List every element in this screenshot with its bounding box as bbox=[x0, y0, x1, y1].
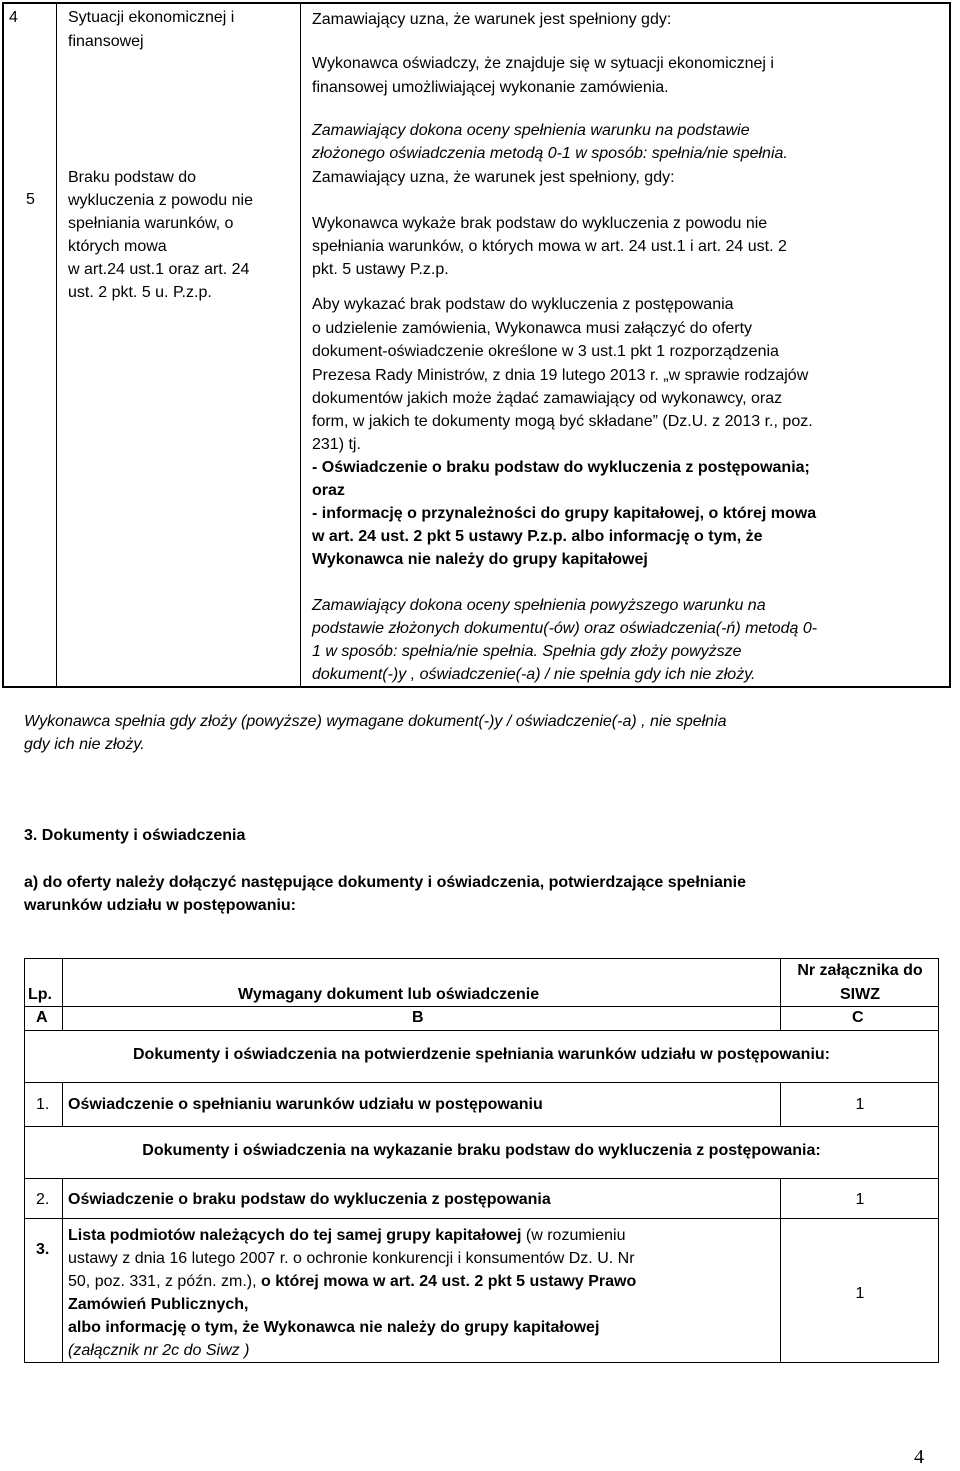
required-document: - informację o przynależności do grupy kapitałowej, o której mowa bbox=[312, 505, 817, 522]
proof-text: pkt. 5 ustawy P.z.p. bbox=[312, 261, 449, 278]
table-border-top bbox=[2, 2, 951, 4]
required-document: - Oświadczenie o braku podstaw do wykluczenia z postępowania; bbox=[312, 459, 810, 476]
col-divider bbox=[62, 1178, 63, 1362]
assessment-text: Zamawiający dokona oceny spełnienia warunku na podstawie bbox=[312, 122, 750, 139]
section-intro: a) do oferty należy dołączyć następujące dokumenty i oświadczenia, potwierdzające spełnianie bbox=[24, 874, 746, 891]
section-intro: warunków udziału w postępowaniu: bbox=[24, 897, 297, 914]
requirement-name: finansowej bbox=[68, 33, 144, 50]
row-attachment: 1 bbox=[855, 1285, 865, 1302]
table-border-bottom bbox=[24, 1362, 939, 1363]
header-attachment: SIWZ bbox=[840, 986, 880, 1003]
regulation-text: 231) tj. bbox=[312, 436, 361, 453]
section-row-title: Dokumenty i oświadczenia na wykazanie braku podstaw do wykluczenia z postępowania: bbox=[142, 1142, 821, 1159]
col-label-c: C bbox=[852, 1009, 864, 1026]
required-document: w art. 24 ust. 2 pkt 5 ustawy P.z.p. albo informację o tym, że bbox=[312, 528, 763, 545]
regulation-text: dokument-oświadczenie określone w 3 ust.1 pkt 1 rozporządzenia bbox=[312, 343, 779, 360]
table-border-right bbox=[949, 2, 951, 688]
header-document: Wymagany dokument lub oświadczenie bbox=[238, 986, 540, 1003]
row-number: 4 bbox=[9, 9, 18, 26]
col-label-a: A bbox=[36, 1009, 48, 1026]
assessment-text: dokument(-)y , oświadczenie(-a) / nie spełnia gdy ich nie złoży. bbox=[312, 666, 756, 683]
row-divider bbox=[24, 1030, 939, 1031]
table-border-bottom bbox=[2, 686, 951, 688]
row-lp: 1. bbox=[36, 1096, 50, 1113]
assessment-text: złożonego oświadczenia metodą 0-1 w sposób: spełnia/nie spełnia. bbox=[312, 145, 788, 162]
row-divider bbox=[24, 1218, 939, 1219]
table-border-left bbox=[2, 2, 4, 688]
row-document-normal: (w rozumieniu bbox=[521, 1227, 626, 1244]
condition-text: finansowej umożliwiającej wykonanie zamówienia. bbox=[312, 79, 669, 96]
row-document-line: ustawy z dnia 16 lutego 2007 r. o ochronie konkurencji i konsumentów Dz. U. Nr bbox=[68, 1250, 635, 1267]
col-divider-1 bbox=[56, 2, 57, 688]
requirement-name: w art.24 ust.1 oraz art. 24 bbox=[68, 261, 250, 278]
condition-text: Zamawiający uzna, że warunek jest spełniony gdy: bbox=[312, 11, 672, 28]
requirement-name: spełniania warunków, o bbox=[68, 215, 234, 232]
regulation-text: o udzielenie zamówienia, Wykonawca musi załączyć do oferty bbox=[312, 320, 753, 337]
requirement-name: których mowa bbox=[68, 238, 167, 255]
regulation-text: dokumentów jakich może żądać zamawiający od wykonawcy, oraz bbox=[312, 390, 783, 407]
required-document: oraz bbox=[312, 482, 345, 499]
row-divider bbox=[24, 1178, 939, 1179]
row-attachment: 1 bbox=[855, 1191, 865, 1208]
assessment-text: podstawie złożonych dokumentu(-ów) oraz oświadczenia(-ń) metodą 0- bbox=[312, 620, 818, 637]
regulation-text: Aby wykazać brak podstaw do wykluczenia z postępowania bbox=[312, 296, 734, 313]
col-divider bbox=[62, 958, 63, 1030]
table-border-top bbox=[24, 958, 939, 959]
row-attachment: 1 bbox=[855, 1096, 865, 1113]
condition-text: Zamawiający uzna, że warunek jest spełniony, gdy: bbox=[312, 169, 675, 186]
summary-note: gdy ich nie złoży. bbox=[24, 736, 145, 753]
row-document-line: albo informację o tym, że Wykonawca nie należy do grupy kapitałowej bbox=[68, 1319, 600, 1336]
row-document-line bbox=[68, 1226, 625, 1246]
col-divider bbox=[780, 1082, 781, 1126]
header-attachment: Nr załącznika do bbox=[797, 962, 923, 979]
col-divider bbox=[780, 958, 781, 1030]
section-heading: 3. Dokumenty i oświadczenia bbox=[24, 827, 246, 844]
col-divider-2 bbox=[300, 2, 301, 688]
proof-text: spełniania warunków, o których mowa w art. 24 ust.1 i art. 24 ust. 2 bbox=[312, 238, 787, 255]
row-document-bold: Lista podmiotów należących do tej samej grupy kapitałowej bbox=[68, 1227, 522, 1244]
row-divider bbox=[24, 1082, 939, 1083]
header-lp: Lp. bbox=[28, 986, 52, 1003]
row-lp: 2. bbox=[36, 1191, 50, 1208]
row-document-line bbox=[68, 1272, 636, 1292]
row-document-line: (załącznik nr 2c do Siwz ) bbox=[68, 1342, 250, 1359]
condition-text: Wykonawca oświadczy, że znajduje się w sytuacji ekonomicznej i bbox=[312, 55, 774, 72]
regulation-text: form, w jakich te dokumenty mogą być składane” (Dz.U. z 2013 r., poz. bbox=[312, 413, 813, 430]
requirement-name: Sytuacji ekonomicznej i bbox=[68, 9, 235, 26]
page-number: 4 bbox=[914, 1446, 924, 1468]
requirement-name: wykluczenia z powodu nie bbox=[68, 192, 253, 209]
row-lp: 3. bbox=[36, 1241, 50, 1258]
proof-text: Wykonawca wykaże brak podstaw do wykluczenia z powodu nie bbox=[312, 215, 768, 232]
row-document: Oświadczenie o spełnianiu warunków udziału w postępowaniu bbox=[68, 1096, 543, 1113]
row-divider bbox=[24, 1006, 939, 1007]
col-divider bbox=[780, 1178, 781, 1362]
section-row-title: Dokumenty i oświadczenia na potwierdzenie spełniania warunków udziału w postępowaniu: bbox=[133, 1046, 830, 1063]
row-document-bold: o której mowa w art. 24 ust. 2 pkt 5 ustawy Prawo bbox=[256, 1273, 637, 1290]
row-document-normal: 50, poz. 331, z późn. zm.), bbox=[68, 1273, 257, 1290]
row-document-line: Zamówień Publicznych, bbox=[68, 1296, 249, 1313]
requirement-name: ust. 2 pkt. 5 u. P.z.p. bbox=[68, 284, 212, 301]
row-divider bbox=[24, 1126, 939, 1127]
assessment-text: Zamawiający dokona oceny spełnienia powyższego warunku na bbox=[312, 597, 766, 614]
summary-note: Wykonawca spełnia gdy złoży (powyższe) wymagane dokument(-)y / oświadczenie(-a) , nie spełnia bbox=[24, 713, 727, 730]
assessment-text: 1 w sposób: spełnia/nie spełnia. Spełnia gdy złoży powyższe bbox=[312, 643, 742, 660]
col-label-b: B bbox=[412, 1009, 424, 1026]
col-divider bbox=[62, 1082, 63, 1126]
row-number: 5 bbox=[26, 191, 35, 208]
regulation-text: Prezesa Rady Ministrów, z dnia 19 lutego 2013 r. „w sprawie rodzajów bbox=[312, 367, 809, 384]
requirement-name: Braku podstaw do bbox=[68, 169, 197, 186]
required-document: Wykonawca nie należy do grupy kapitałowej bbox=[312, 551, 648, 568]
row-document: Oświadczenie o braku podstaw do wykluczenia z postępowania bbox=[68, 1191, 551, 1208]
